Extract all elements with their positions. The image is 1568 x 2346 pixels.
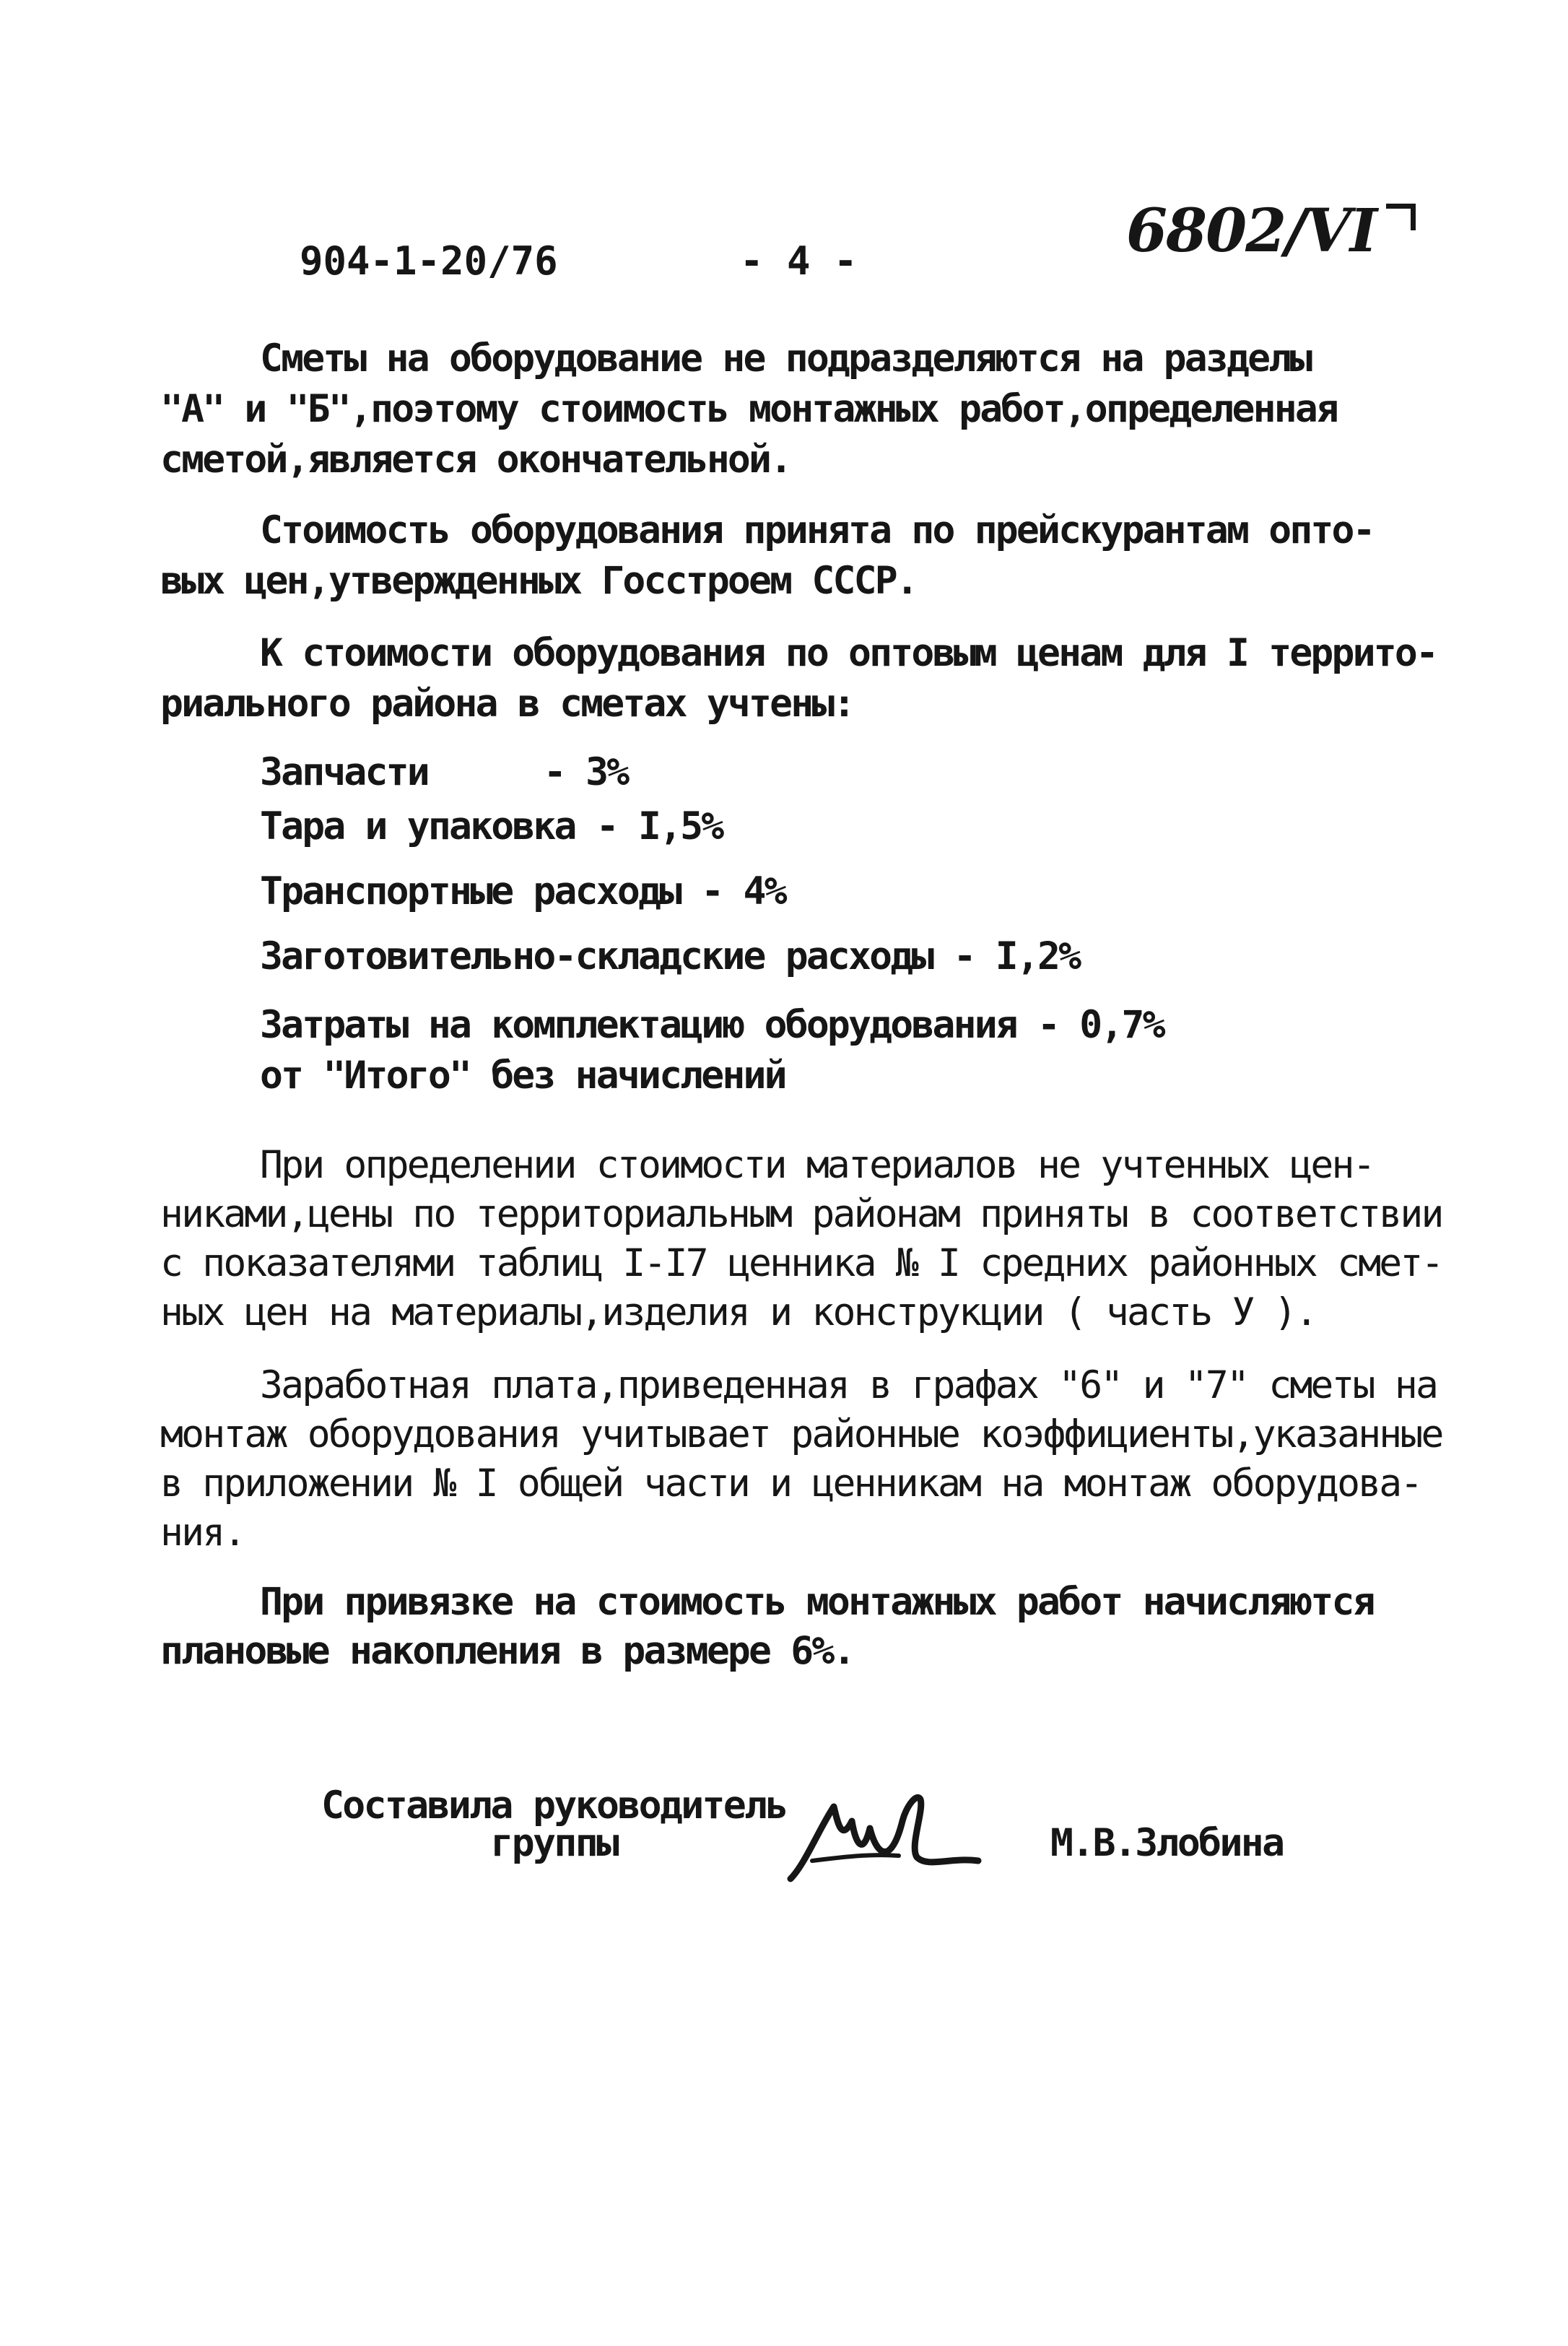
text-line: плановые накопления в размере 6%.	[160, 1629, 854, 1673]
corner-mark	[1386, 204, 1416, 230]
signer-role-line: Составила руководитель	[321, 1784, 787, 1828]
text-line: Заработная плата,приведенная в графах "6" и "7" сметы на	[260, 1363, 1437, 1407]
signer-name: М.В.Злобина	[1050, 1821, 1284, 1865]
cost-item-label: Заготовительно-складские расходы	[260, 934, 933, 978]
cost-item-value: - 3%	[543, 750, 628, 794]
cost-item-label: Транспортные расходы	[260, 869, 681, 913]
text-line: никами,цены по территориальным районам приняты в соответствии	[160, 1192, 1442, 1236]
text-line: К стоимости оборудования по оптовым ценам для I террито-	[260, 631, 1437, 675]
handwritten-archive-number: 6802/VI	[1126, 196, 1377, 266]
text-line: риального района в сметах учтены:	[160, 682, 854, 726]
cost-item	[260, 747, 627, 798]
page-number: - 4 -	[740, 238, 858, 284]
signer-role-line: группы	[490, 1821, 618, 1865]
cost-item	[260, 1000, 1164, 1051]
text-line: вых цен,утвержденных Госстроем СССР.	[160, 559, 917, 603]
paragraph	[160, 1141, 1442, 1337]
cost-item-label: Тара и упаковка	[260, 804, 575, 848]
text-line: ния.	[160, 1511, 245, 1555]
signer-role	[321, 1784, 787, 1865]
text-line: "А" и "Б",поэтому стоимость монтажных работ,определенная	[160, 387, 1338, 431]
text-line: При привязке на стоимость монтажных работ начисляются	[260, 1580, 1374, 1624]
cost-item-note: от "Итого" без начислений	[260, 1053, 785, 1098]
paragraph	[160, 334, 1337, 485]
text-line: сметой,является окончательной.	[160, 438, 791, 482]
paragraph	[160, 505, 1374, 607]
cost-item-value: - 0,7%	[1037, 1003, 1164, 1047]
text-line: ных цен на материалы,изделия и конструкции ( часть У ).	[160, 1290, 1316, 1334]
cost-item-value: - I,5%	[596, 804, 723, 848]
paragraph	[160, 1578, 1374, 1676]
cost-item	[260, 801, 722, 852]
text-line: монтаж оборудования учитывает районные коэффициенты,указанные	[160, 1412, 1442, 1456]
paragraph	[160, 1361, 1442, 1558]
cost-item-label: Затраты на комплектацию оборудования	[260, 1003, 1016, 1047]
text-line: с показателями таблиц I-I7 ценника № I средних районных смет-	[160, 1241, 1442, 1285]
cost-item	[260, 866, 785, 917]
text-line: в приложении № I общей части и ценникам на монтаж оборудова-	[160, 1461, 1421, 1506]
cost-item-value: - I,2%	[953, 934, 1080, 978]
cost-item	[260, 931, 1079, 982]
text-line: При определении стоимости материалов не учтенных цен-	[260, 1143, 1374, 1187]
handwritten-signature	[783, 1778, 1000, 1893]
text-line: Стоимость оборудования принята по прейскурантам опто-	[260, 508, 1374, 552]
cost-item-label: Запчасти	[260, 750, 428, 794]
text-line: Сметы на оборудование не подразделяются на разделы	[260, 336, 1311, 381]
cost-item-value: - 4%	[701, 869, 785, 913]
paragraph	[160, 628, 1437, 729]
document-number: 904-1-20/76	[300, 238, 558, 284]
